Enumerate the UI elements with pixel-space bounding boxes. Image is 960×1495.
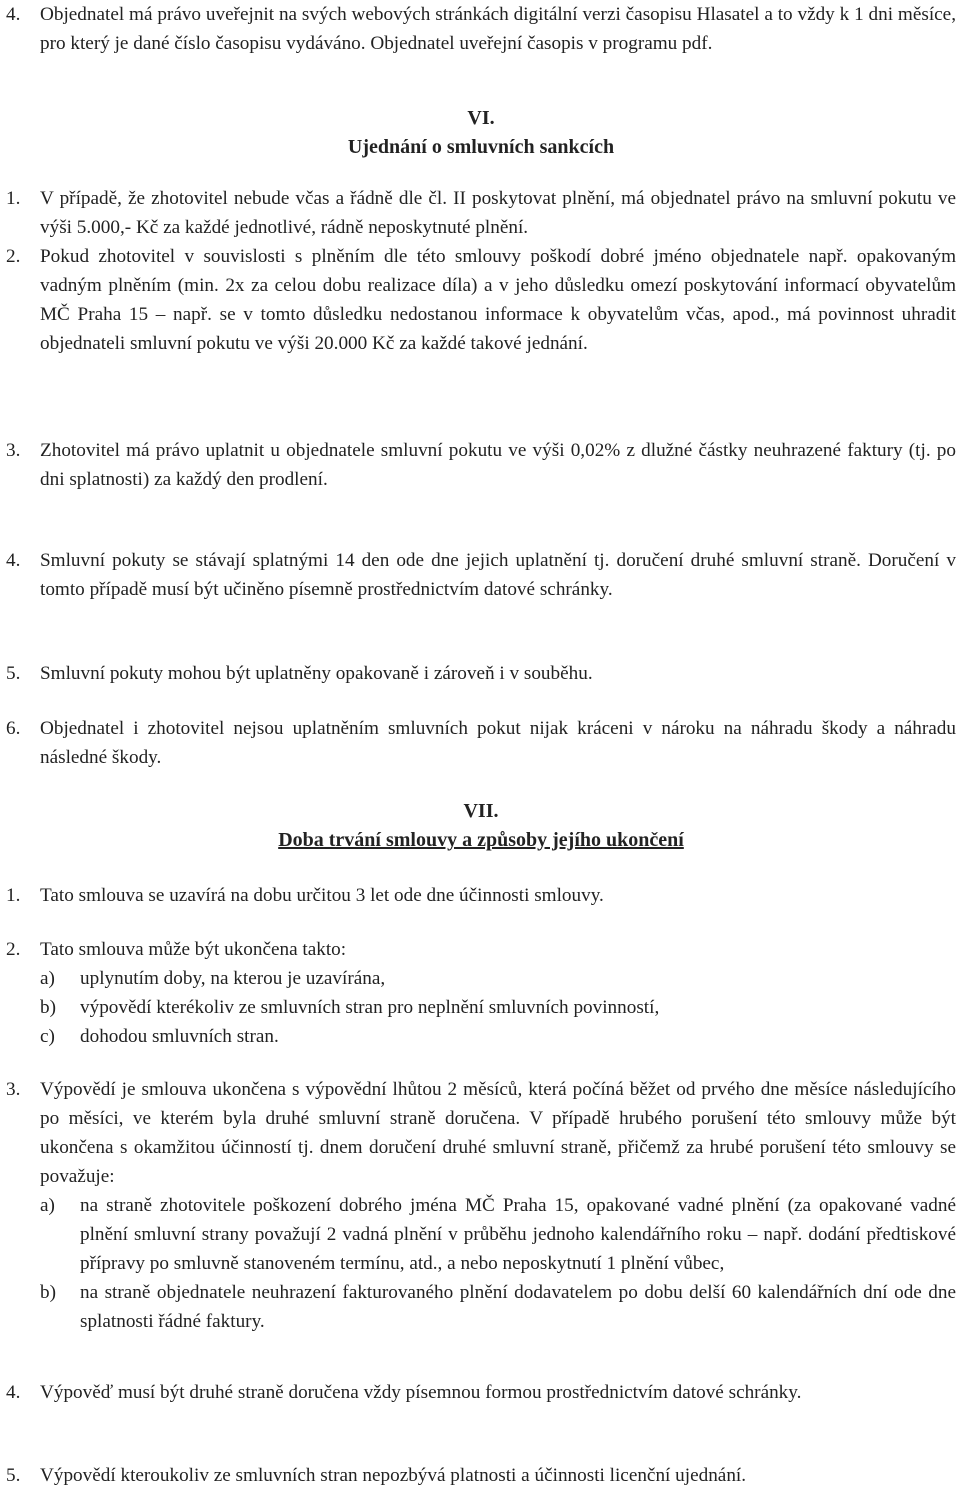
clause-text: Výpověď musí být druhé straně doručena vždy písemnou formou prostřednictvím datové schránky. xyxy=(40,1382,802,1403)
sub-item-text: na straně objednatele neuhrazení fakturovaného plnění dodavatelem po dobu delší 60 kalendářních dní ode dne splatnosti řádné faktury. xyxy=(80,1282,956,1332)
clause-number: 3. xyxy=(6,440,21,461)
section-number: VII. xyxy=(463,800,499,822)
section-number: VI. xyxy=(467,107,495,129)
clause-number: 3. xyxy=(6,1079,21,1100)
clause-text: Výpovědí je smlouva ukončena s výpovědní lhůtou 2 měsíců, která počíná běžet od prvého dne měsíce následujícího po měsíci, ve kterém byla druhé smluvní straně doručena. V případě hrubého porušení této smlouvy může být ukončena s okamžitou účinností tj. dnem doručení druhé smluvní straně, přičemž za hrubé porušení této smlouvy se považuje: xyxy=(40,1079,956,1187)
clause-text: Zhotovitel má právo uplatnit u objednatele smluvní pokutu ve výši 0,02% z dlužné částky neuhrazené faktury (tj. po dni splatnosti) za každý den prodlení. xyxy=(40,440,956,490)
sub-item xyxy=(40,1022,956,1051)
clause-number: 1. xyxy=(6,885,21,906)
clause-text: Výpovědí kteroukoliv ze smluvních stran nepozbývá platnosti a účinnosti licenční ujednání. xyxy=(40,1465,747,1486)
sub-item xyxy=(40,1278,956,1336)
clause-number: 4. xyxy=(6,550,21,571)
clause-number: 1. xyxy=(6,188,21,209)
sub-item-label: b) xyxy=(40,997,56,1018)
intro-clause xyxy=(6,0,956,58)
clause-text: V případě, že zhotovitel nebude včas a řádně dle čl. II poskytovat plnění, má objednatel právo na smluvní pokutu ve výši 5.000,- Kč za každé jednotlivé, rádně neposkytnuté plnění. xyxy=(40,188,956,238)
section-title: Doba trvání smlouvy a způsoby jejího ukončení xyxy=(278,829,684,851)
sub-item-label: b) xyxy=(40,1282,56,1303)
clause-text: Objednatel má právo uveřejnit na svých webových stránkách digitální verzi časopisu Hlasatel a to vždy k 1 dni měsíce, pro který je dané číslo časopisu vydáváno. Objednatel uveřejní časopis v programu pdf. xyxy=(40,4,956,54)
sub-item-text: výpovědí kterékoliv ze smluvních stran pro neplnění smluvních povinností, xyxy=(80,997,660,1018)
clause-item xyxy=(6,242,956,358)
clause-text: Tato smlouva se uzavírá na dobu určitou 3 let ode dne účinnosti smlouvy. xyxy=(40,885,604,906)
sub-item-label: a) xyxy=(40,1195,55,1216)
clause-item xyxy=(6,881,956,910)
sub-item-text: na straně zhotovitele poškození dobrého jména MČ Praha 15, opakované vadné plnění (za opakované vadné plnění smluvní strany považují 2 vadná plnění v průběhu jednoho kalendářního roku – např. dodání předtiskové přípravy po smluvně stanoveném termínu, atd., a nebo neposkytnutí 1 plnění vůbec, xyxy=(80,1195,956,1274)
clause-text: Tato smlouva může být ukončena takto: xyxy=(40,939,347,960)
clause-number: 4. xyxy=(6,4,21,25)
sub-item xyxy=(40,964,956,993)
sub-item-label: a) xyxy=(40,968,55,989)
clause-item xyxy=(6,1461,956,1490)
sub-item-text: uplynutím doby, na kterou je uzavírána, xyxy=(80,968,386,989)
clause-item xyxy=(6,1378,956,1407)
section-title: Ujednání o smluvních sankcích xyxy=(347,136,615,158)
clause-item xyxy=(6,659,956,688)
clause-number: 6. xyxy=(6,718,21,739)
clause-number: 2. xyxy=(6,939,21,960)
clause-text: Smluvní pokuty mohou být uplatněny opakovaně i zároveň i v souběhu. xyxy=(40,663,593,684)
clause-item xyxy=(6,546,956,604)
sub-item-label: c) xyxy=(40,1026,55,1047)
clause-item xyxy=(6,1075,956,1336)
clause-text: Smluvní pokuty se stávají splatnými 14 den ode dne jejich uplatnění tj. doručení druhé smluvní straně. Doručení v tomto případě musí být učiněno písemně prostřednictvím datové schránky. xyxy=(40,550,956,600)
clause-number: 4. xyxy=(6,1382,21,1403)
clause-text: Pokud zhotovitel v souvislosti s plněním dle této smlouvy poškodí dobré jméno objednatele např. opakovaným vadným plněním (min. 2x za celou dobu realizace díla) a v jeho důsledku omezí poskytování informací obyvatelům MČ Praha 15 – např. se v tomto důsledku nedostanou informace k obyvatelům včas, apod., má povinnost uhradit objednateli smluvní pokutu ve výši 20.000 Kč za každé takové jednání. xyxy=(40,246,956,354)
sub-item xyxy=(40,1191,956,1278)
clause-item xyxy=(6,436,956,494)
clause-number: 5. xyxy=(6,1465,21,1486)
clause-text: Objednatel i zhotovitel nejsou uplatněním smluvních pokut nijak kráceni v nároku na náhradu škody a náhradu následné škody. xyxy=(40,718,956,768)
clause-item xyxy=(6,184,956,242)
sub-item-text: dohodou smluvních stran. xyxy=(80,1026,279,1047)
clause-number: 5. xyxy=(6,663,21,684)
clause-item xyxy=(6,714,956,772)
clause-number: 2. xyxy=(6,246,21,267)
clause-item xyxy=(6,935,956,1051)
sub-item xyxy=(40,993,956,1022)
